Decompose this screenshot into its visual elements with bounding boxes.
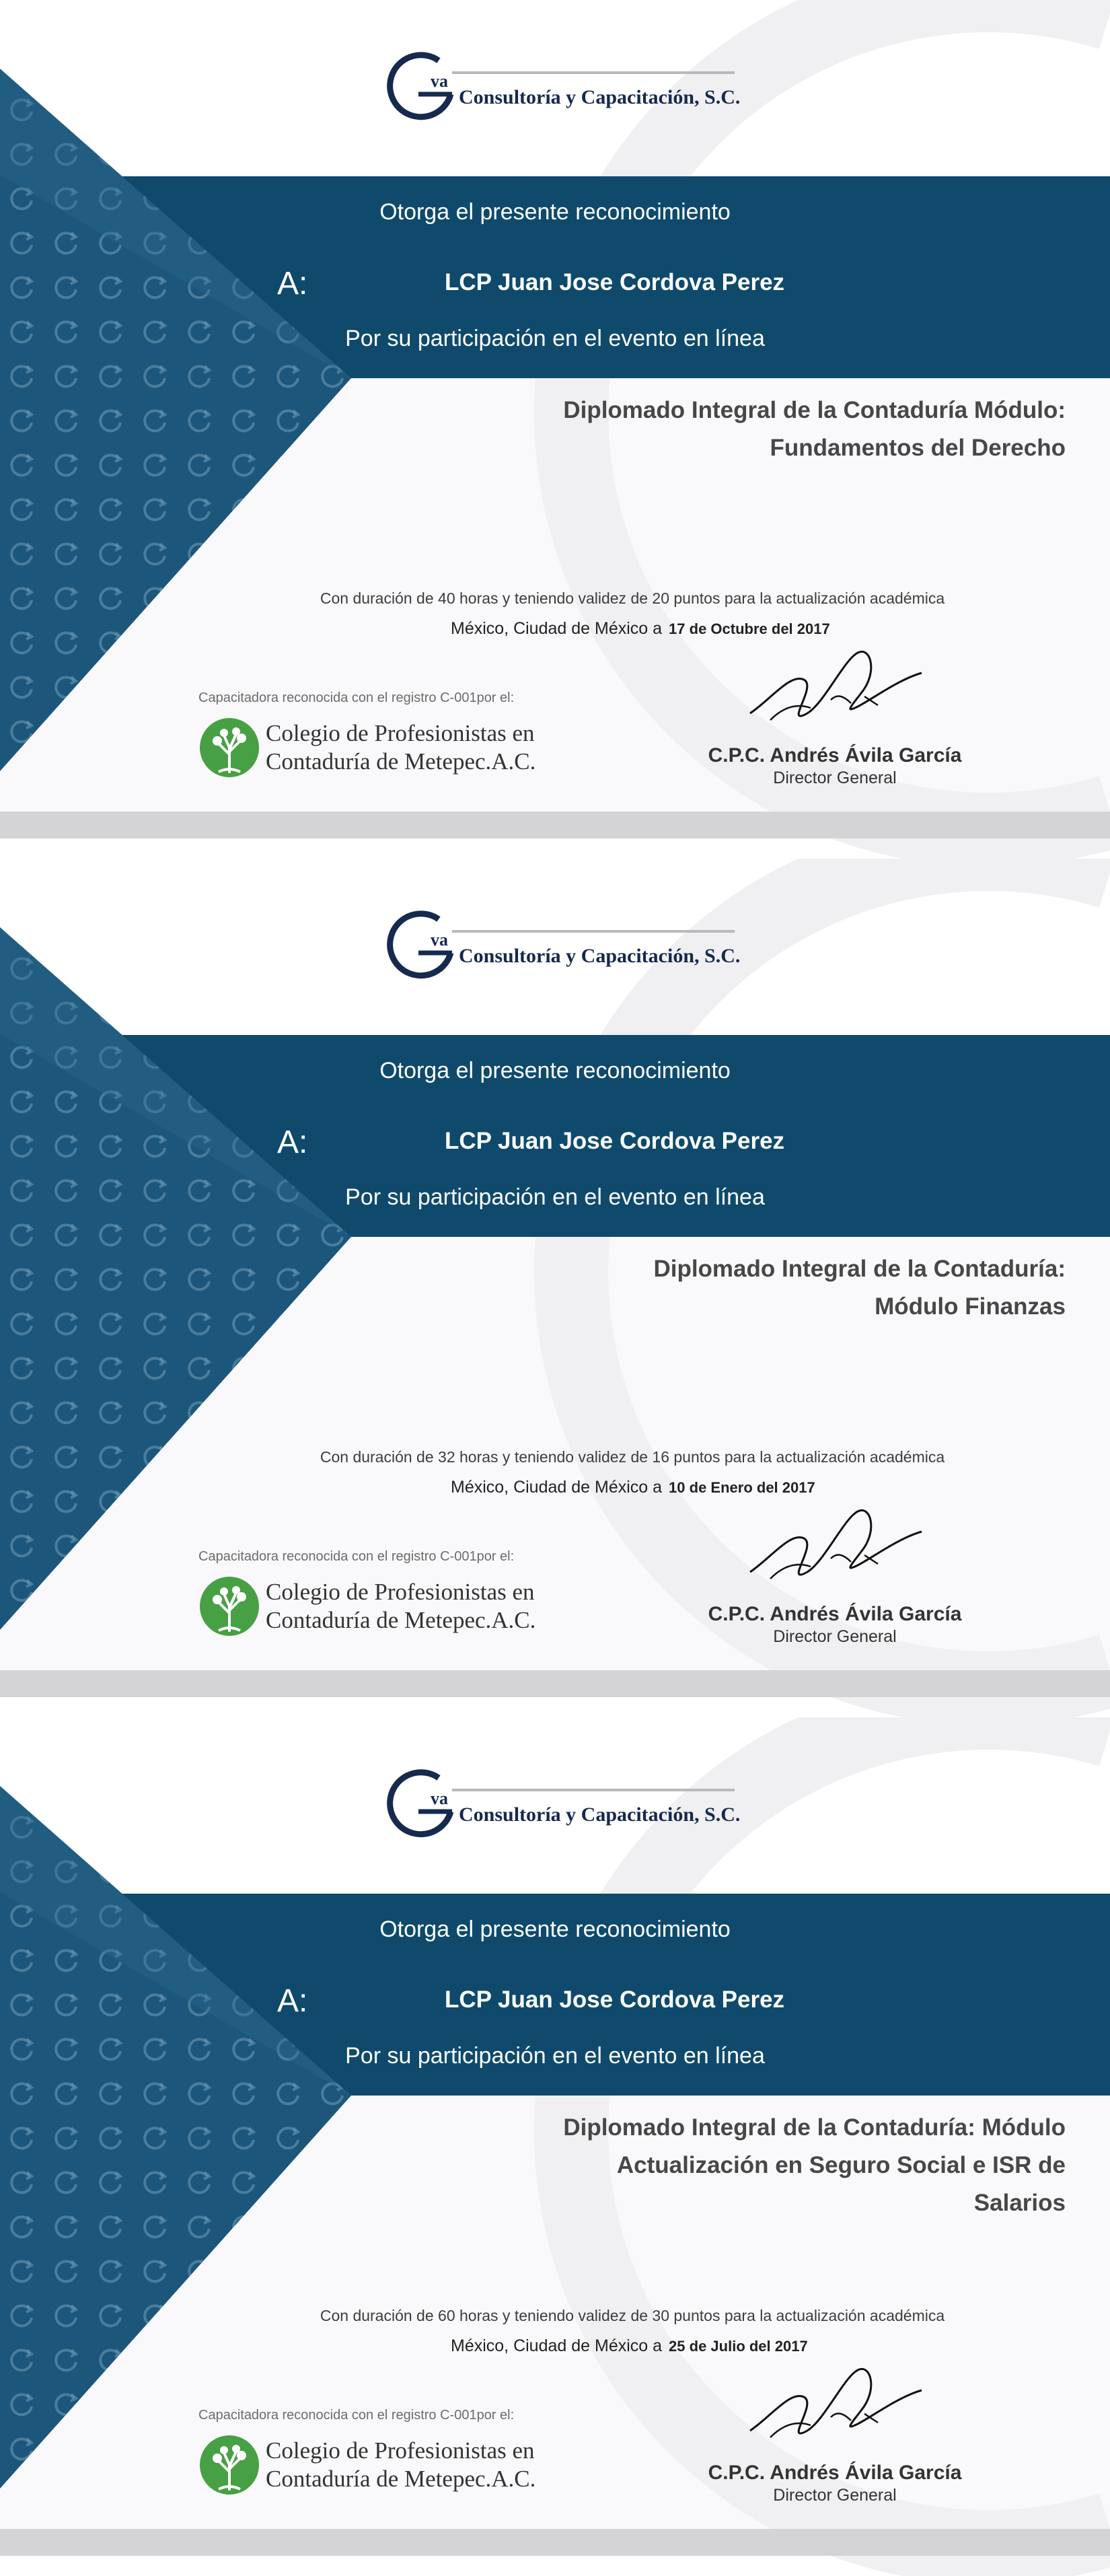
course-title-line: Salarios (973, 2190, 1066, 2216)
participation-statement: Por su participación en el evento en línea (345, 326, 765, 351)
duration-text: Con duración de 32 horas y teniendo validez de 16 puntos para la actualización académica (320, 1448, 945, 1466)
course-title-line: Módulo Finanzas (875, 1293, 1066, 1320)
date-text: 25 de Julio del 2017 (669, 2338, 808, 2355)
signer-title: Director General (773, 1627, 897, 1646)
certificate (0, 1717, 1110, 2576)
company-logo (377, 42, 740, 129)
signature-icon (743, 633, 925, 740)
separator-band (0, 2529, 1110, 2556)
recipient-prefix: A: (277, 266, 308, 301)
duration-text: Con duración de 40 horas y teniendo validez de 20 puntos para la actualización académica (320, 589, 945, 607)
course-title-line: Actualización en Seguro Social e ISR de (616, 2152, 1066, 2178)
award-statement: Otorga el presente reconocimiento (379, 1917, 731, 1942)
signer-name: C.P.C. Andrés Ávila García (708, 1603, 962, 1625)
signer-name: C.P.C. Andrés Ávila García (708, 2462, 962, 2484)
signer-title: Director General (773, 768, 897, 787)
place-text: México, Ciudad de México a (451, 1478, 663, 1497)
colegio-name-line: Contaduría de Metepec.A.C. (266, 1607, 536, 1633)
registration-text: Capacitadora reconocida con el registro C-001por el: (198, 690, 515, 705)
duration-text: Con duración de 60 horas y teniendo validez de 30 puntos para la actualización académica (320, 2307, 945, 2324)
recipient-prefix: A: (277, 1983, 308, 2019)
course-title-line: Diplomado Integral de la Contaduría Módulo: (563, 397, 1066, 423)
signature-icon (743, 1491, 925, 1599)
recipient-name: LCP Juan Jose Cordova Perez (444, 1987, 785, 2013)
recipient-name: LCP Juan Jose Cordova Perez (444, 1128, 785, 1154)
place-text: México, Ciudad de México a (451, 619, 663, 638)
logo-letters: va (431, 930, 448, 950)
course-title-line: Diplomado Integral de la Contaduría: (653, 1256, 1066, 1282)
registration-text: Capacitadora reconocida con el registro C-001por el: (198, 1549, 515, 1564)
logo-letters: va (431, 1789, 448, 1808)
award-statement: Otorga el presente reconocimiento (379, 1058, 731, 1083)
certificate (0, 0, 1110, 859)
colegio-name-line: Colegio de Profesionistas en (266, 720, 535, 746)
signer-title: Director General (773, 2486, 897, 2505)
date-text: 10 de Enero del 2017 (669, 1479, 815, 1496)
separator-band (0, 812, 1110, 838)
course-title-line: Diplomado Integral de la Contaduría: Módulo (563, 2114, 1066, 2141)
recipient-prefix: A: (277, 1124, 308, 1160)
participation-statement: Por su participación en el evento en línea (345, 1184, 765, 1210)
colegio-name-line: Colegio de Profesionistas en (266, 1579, 535, 1605)
award-statement: Otorga el presente reconocimiento (379, 199, 731, 225)
colegio-name-line: Contaduría de Metepec.A.C. (266, 2466, 536, 2492)
separator-band (0, 1670, 1110, 1697)
participation-statement: Por su participación en el evento en línea (345, 2043, 765, 2069)
company-logo (377, 900, 740, 988)
course-title (393, 1250, 1066, 1326)
certificate (0, 859, 1110, 1717)
course-title (393, 392, 1066, 467)
signer-name: C.P.C. Andrés Ávila García (708, 744, 962, 766)
company-name: Consultoría y Capacitación, S.C. (459, 1803, 741, 1826)
company-name: Consultoría y Capacitación, S.C. (459, 945, 741, 967)
company-logo (377, 1759, 740, 1847)
company-name: Consultoría y Capacitación, S.C. (459, 86, 741, 108)
course-title-line: Fundamentos del Derecho (770, 435, 1066, 461)
colegio-name-line: Contaduría de Metepec.A.C. (266, 748, 536, 775)
recipient-name: LCP Juan Jose Cordova Perez (444, 269, 785, 295)
registration-text: Capacitadora reconocida con el registro C-001por el: (198, 2408, 515, 2423)
place-text: México, Ciudad de México a (451, 2336, 663, 2355)
colegio-name-line: Colegio de Profesionistas en (266, 2437, 535, 2464)
signature-icon (743, 2350, 925, 2458)
logo-letters: va (431, 71, 448, 91)
date-text: 17 de Octubre del 2017 (669, 620, 830, 637)
course-title (393, 2109, 1066, 2222)
